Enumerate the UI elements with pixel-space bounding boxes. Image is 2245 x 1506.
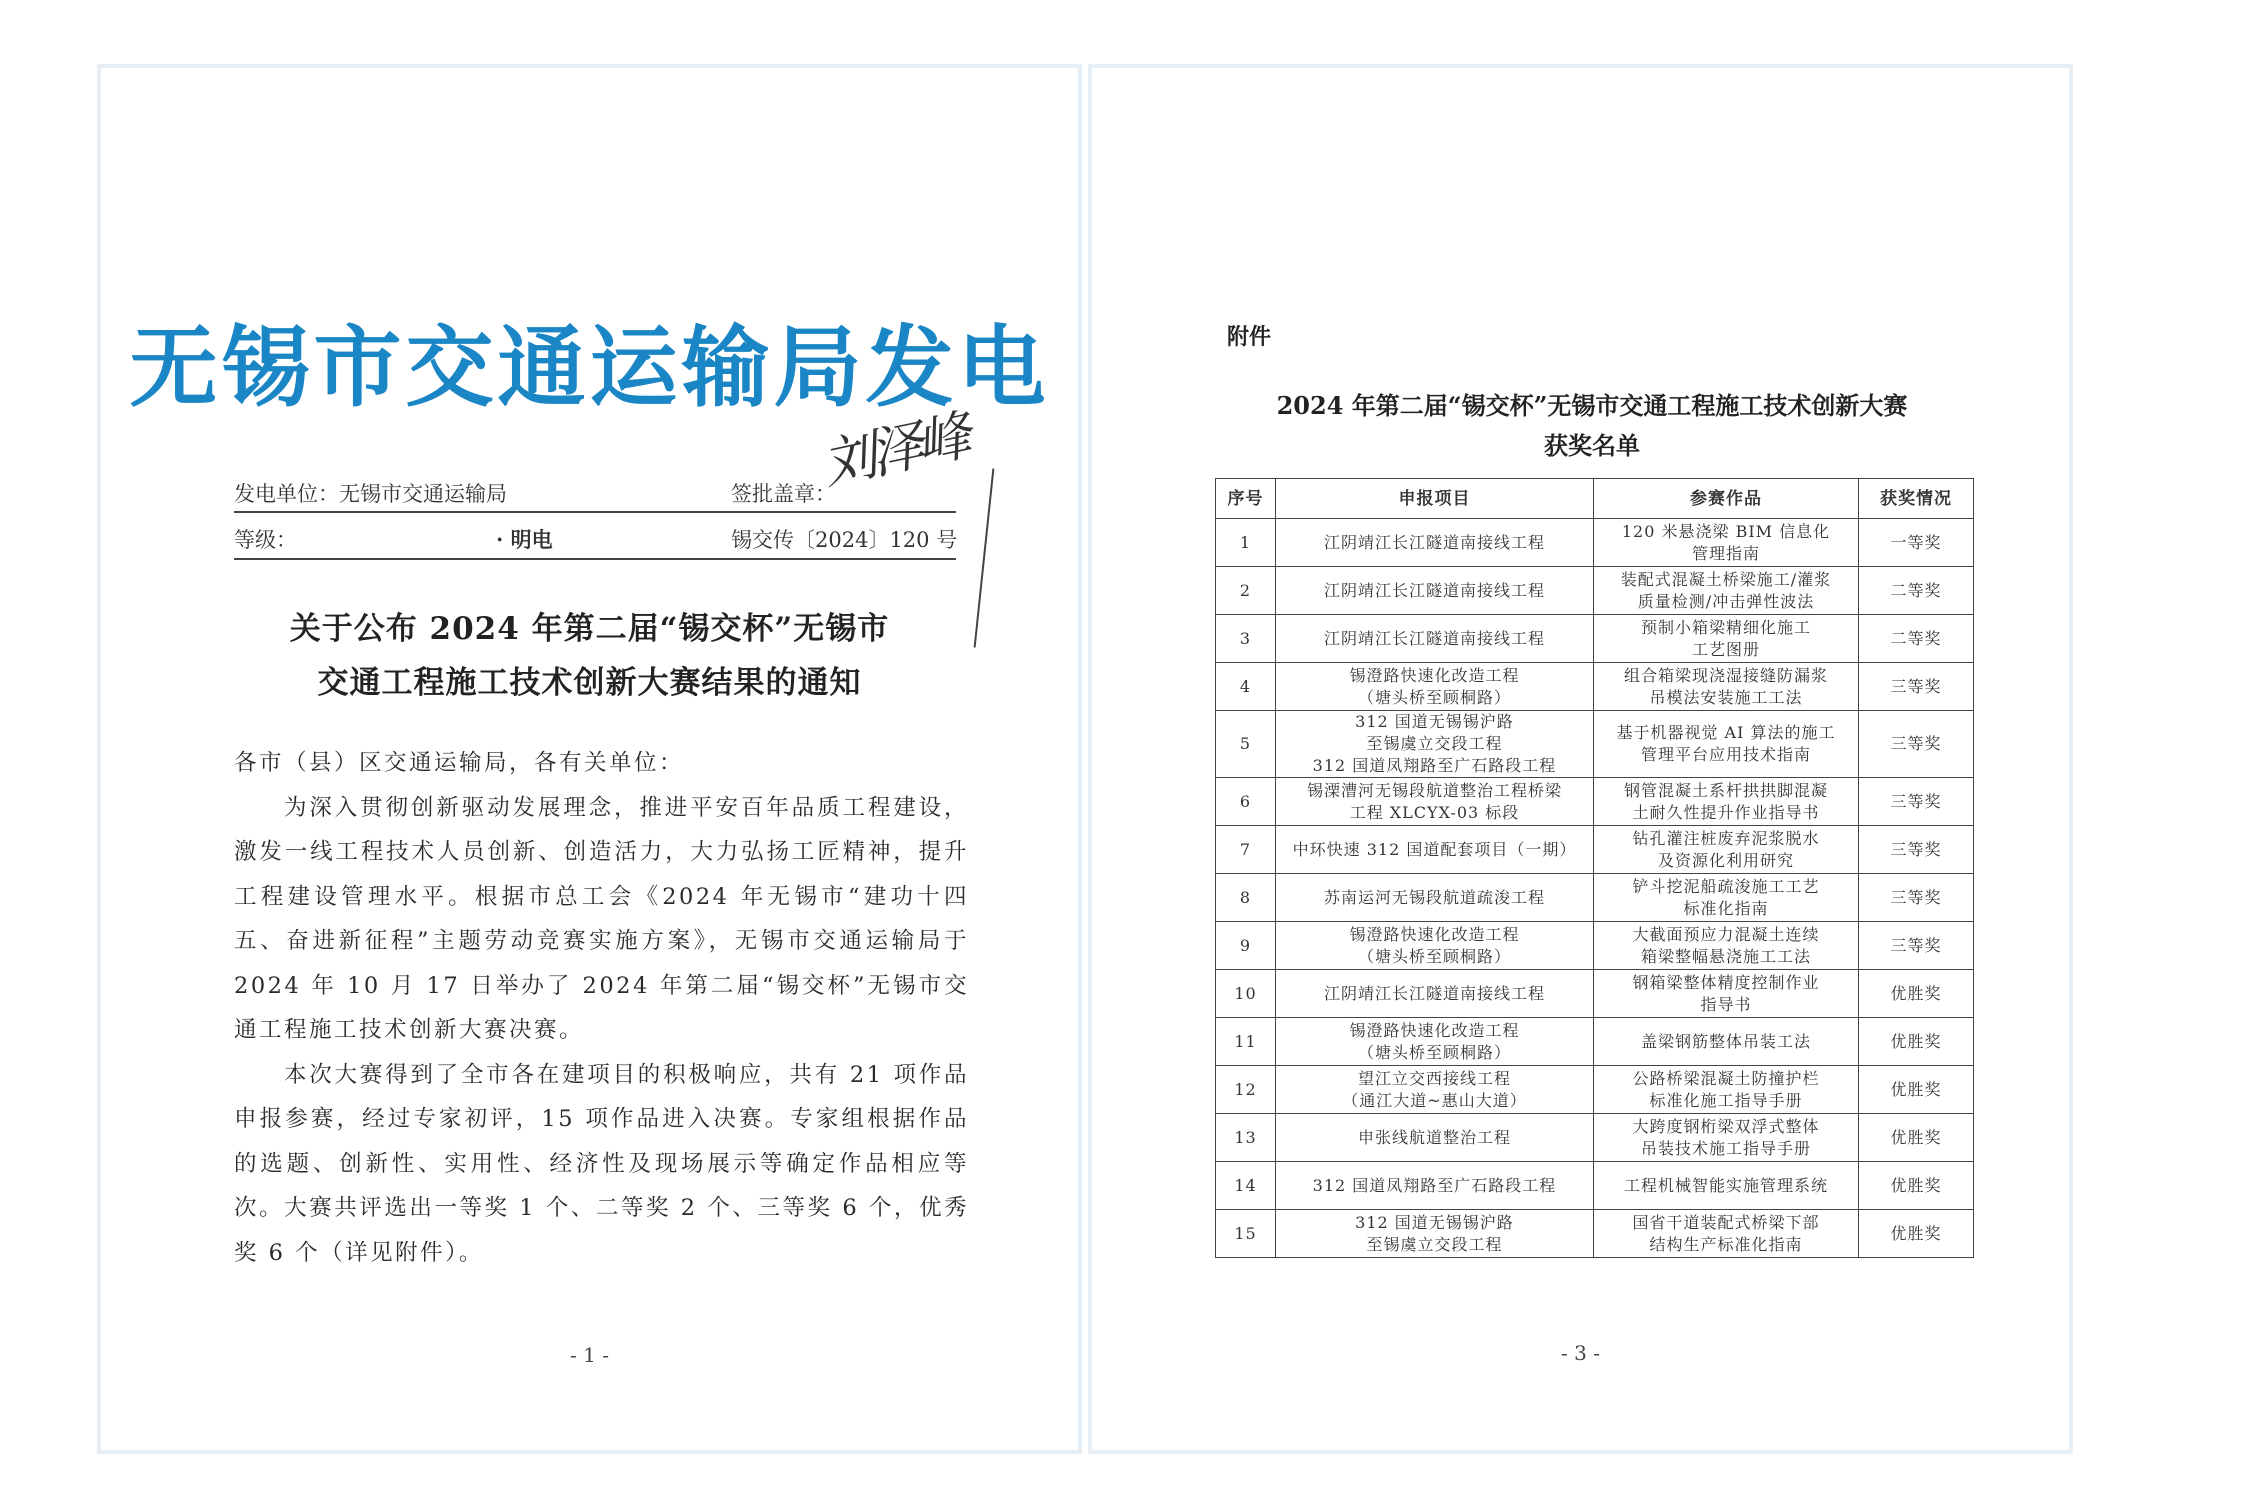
page-number: - 1 - — [570, 1343, 609, 1367]
cell-work: 大跨度钢桁梁双浮式整体 吊装技术施工指导手册 — [1594, 1114, 1859, 1162]
notice-title-line-1: 关于公布 2024 年第二届“锡交杯”无锡市 — [289, 611, 890, 647]
handwritten-signature: 刘泽峰 — [816, 404, 971, 497]
cell-work: 钻孔灌注桩废弃泥浆脱水 及资源化利用研究 — [1594, 826, 1859, 874]
table-row — [1216, 826, 1974, 874]
cell-award: 一等奖 — [1859, 519, 1974, 567]
cell-number: 14 — [1216, 1162, 1276, 1210]
notice-page-1 — [97, 64, 1082, 1454]
cell-project: 江阴靖江长江隧道南接线工程 — [1276, 970, 1594, 1018]
table-row — [1216, 1114, 1974, 1162]
cell-number: 4 — [1216, 663, 1276, 711]
level-value: · 明电 — [496, 527, 553, 552]
cell-number: 15 — [1216, 1210, 1276, 1258]
table-row — [1216, 711, 1974, 778]
divider-line — [234, 511, 956, 513]
header-number: 序号 — [1216, 479, 1276, 519]
cell-number: 8 — [1216, 874, 1276, 922]
cell-award: 三等奖 — [1859, 874, 1974, 922]
cell-project: 锡澄路快速化改造工程 （塘头桥至顾桐路） — [1276, 922, 1594, 970]
cell-number: 13 — [1216, 1114, 1276, 1162]
cell-award: 优胜奖 — [1859, 970, 1974, 1018]
table-row — [1216, 1162, 1974, 1210]
cell-award: 三等奖 — [1859, 663, 1974, 711]
paragraph: 本次大赛得到了全市各在建项目的积极响应，共有 21 项作品申报参赛，经过专家初评，15 项作品进入决赛。专家组根据作品的选题、创新性、实用性、经济性及现场展示等确定作品相应等次。大赛共评选出一等奖 1 个、二等奖 2 个、三等奖 6 个，优秀奖 6 个（详见附件）。 — [234, 1061, 969, 1266]
cell-work: 国省干道装配式桥梁下部 结构生产标准化指南 — [1594, 1210, 1859, 1258]
page-number: - 3 - — [1561, 1341, 1600, 1365]
cell-work: 大截面预应力混凝土连续 箱梁整幅悬浇施工工法 — [1594, 922, 1859, 970]
table-row — [1216, 519, 1974, 567]
divider-line — [234, 558, 956, 560]
salutation: 各市（县）区交通运输局，各有关单位： — [234, 750, 685, 776]
cell-award: 优胜奖 — [1859, 1162, 1974, 1210]
cell-work: 铲斗挖泥船疏浚施工工艺 标准化指南 — [1594, 874, 1859, 922]
table-title-line-1: 2024 年第二届“锡交杯”无锡市交通工程施工技术创新大赛 — [1276, 391, 1908, 420]
cell-project: 锡澄路快速化改造工程 （塘头桥至顾桐路） — [1276, 663, 1594, 711]
table-row — [1216, 922, 1974, 970]
paragraph: 为深入贯彻创新驱动发展理念，推进平安百年品质工程建设，激发一线工程技术人员创新、创造活力，大力弘扬工匠精神，提升工程建设管理水平。根据市总工会《2024 年无锡市“建功十四五、奋进新征程”主题劳动竞赛实施方案》，无锡市交通运输局于 2024 年 10 月 17 日举办了 2024 年第二届“锡交杯”无锡市交通工程施工技术创新大赛决赛。 — [234, 794, 969, 1043]
cell-work: 基于机器视觉 AI 算法的施工 管理平台应用技术指南 — [1594, 711, 1859, 778]
cell-work: 盖梁钢筋整体吊装工法 — [1594, 1018, 1859, 1066]
table-header-row — [1216, 479, 1974, 519]
cell-project: 312 国道凤翔路至广石路段工程 — [1276, 1162, 1594, 1210]
cell-award: 三等奖 — [1859, 711, 1974, 778]
table-title-line-2: 获奖名单 — [1544, 431, 1640, 460]
cell-award: 三等奖 — [1859, 922, 1974, 970]
notice-title-line-2: 交通工程施工技术创新大赛结果的通知 — [317, 665, 862, 701]
cell-work: 钢箱梁整体精度控制作业 指导书 — [1594, 970, 1859, 1018]
cell-number: 6 — [1216, 778, 1276, 826]
cell-award: 二等奖 — [1859, 615, 1974, 663]
table-row — [1216, 615, 1974, 663]
attachment-label: 附件 — [1227, 324, 1272, 350]
cell-award: 优胜奖 — [1859, 1114, 1974, 1162]
attachment-page-3 — [1088, 64, 2073, 1454]
cell-project: 中环快速 312 国道配套项目（一期） — [1276, 826, 1594, 874]
cell-project: 江阴靖江长江隧道南接线工程 — [1276, 615, 1594, 663]
cell-project: 锡溧漕河无锡段航道整治工程桥梁 工程 XLCYX-03 标段 — [1276, 778, 1594, 826]
cell-number: 10 — [1216, 970, 1276, 1018]
header-project: 申报项目 — [1276, 479, 1594, 519]
notice-body — [234, 741, 969, 1275]
approval-label: 签批盖章： — [731, 482, 836, 506]
cell-project: 望江立交西接线工程 （通江大道~惠山大道） — [1276, 1066, 1594, 1114]
table-row — [1216, 1066, 1974, 1114]
table-row — [1216, 874, 1974, 922]
cell-project: 申张线航道整治工程 — [1276, 1114, 1594, 1162]
cell-number: 7 — [1216, 826, 1276, 874]
cell-work: 组合箱梁现浇湿接缝防漏浆 吊模法安装施工工法 — [1594, 663, 1859, 711]
cell-number: 9 — [1216, 922, 1276, 970]
header-work: 参赛作品 — [1594, 479, 1859, 519]
cell-work: 预制小箱梁精细化施工 工艺图册 — [1594, 615, 1859, 663]
cell-number: 3 — [1216, 615, 1276, 663]
cell-award: 三等奖 — [1859, 778, 1974, 826]
table-row — [1216, 778, 1974, 826]
table-row — [1216, 1018, 1974, 1066]
cell-award: 优胜奖 — [1859, 1210, 1974, 1258]
document-header-title: 无锡市交通运输局发电 — [129, 316, 1050, 419]
cell-project: 312 国道无锡锡沪路 至锡虞立交段工程 312 国道凤翔路至广石路段工程 — [1276, 711, 1594, 778]
cell-award: 三等奖 — [1859, 826, 1974, 874]
document-number: 锡交传〔2024〕120 号 — [731, 528, 958, 552]
cell-project: 江阴靖江长江隧道南接线工程 — [1276, 567, 1594, 615]
cell-work: 工程机械智能实施管理系统 — [1594, 1162, 1859, 1210]
level-label: 等级： — [234, 528, 297, 552]
table-row — [1216, 970, 1974, 1018]
cell-work: 装配式混凝土桥梁施工/灌浆 质量检测/冲击弹性波法 — [1594, 567, 1859, 615]
cell-project: 锡澄路快速化改造工程 （塘头桥至顾桐路） — [1276, 1018, 1594, 1066]
cell-project: 江阴靖江长江隧道南接线工程 — [1276, 519, 1594, 567]
cell-number: 12 — [1216, 1066, 1276, 1114]
header-award: 获奖情况 — [1859, 479, 1974, 519]
cell-number: 11 — [1216, 1018, 1276, 1066]
cell-number: 2 — [1216, 567, 1276, 615]
cell-work: 公路桥梁混凝土防撞护栏 标准化施工指导手册 — [1594, 1066, 1859, 1114]
cell-award: 优胜奖 — [1859, 1018, 1974, 1066]
cell-project: 312 国道无锡锡沪路 至锡虞立交段工程 — [1276, 1210, 1594, 1258]
cell-project: 苏南运河无锡段航道疏浚工程 — [1276, 874, 1594, 922]
cell-award: 优胜奖 — [1859, 1066, 1974, 1114]
cell-award: 二等奖 — [1859, 567, 1974, 615]
cell-number: 5 — [1216, 711, 1276, 778]
cell-work: 钢管混凝土系杆拱拱脚混凝 土耐久性提升作业指导书 — [1594, 778, 1859, 826]
awards-table — [1215, 478, 1974, 1258]
table-row — [1216, 663, 1974, 711]
cell-number: 1 — [1216, 519, 1276, 567]
table-row — [1216, 567, 1974, 615]
table-row — [1216, 1210, 1974, 1258]
cell-work: 120 米悬浇梁 BIM 信息化 管理指南 — [1594, 519, 1859, 567]
sender-label: 发电单位：无锡市交通运输局 — [234, 482, 507, 506]
